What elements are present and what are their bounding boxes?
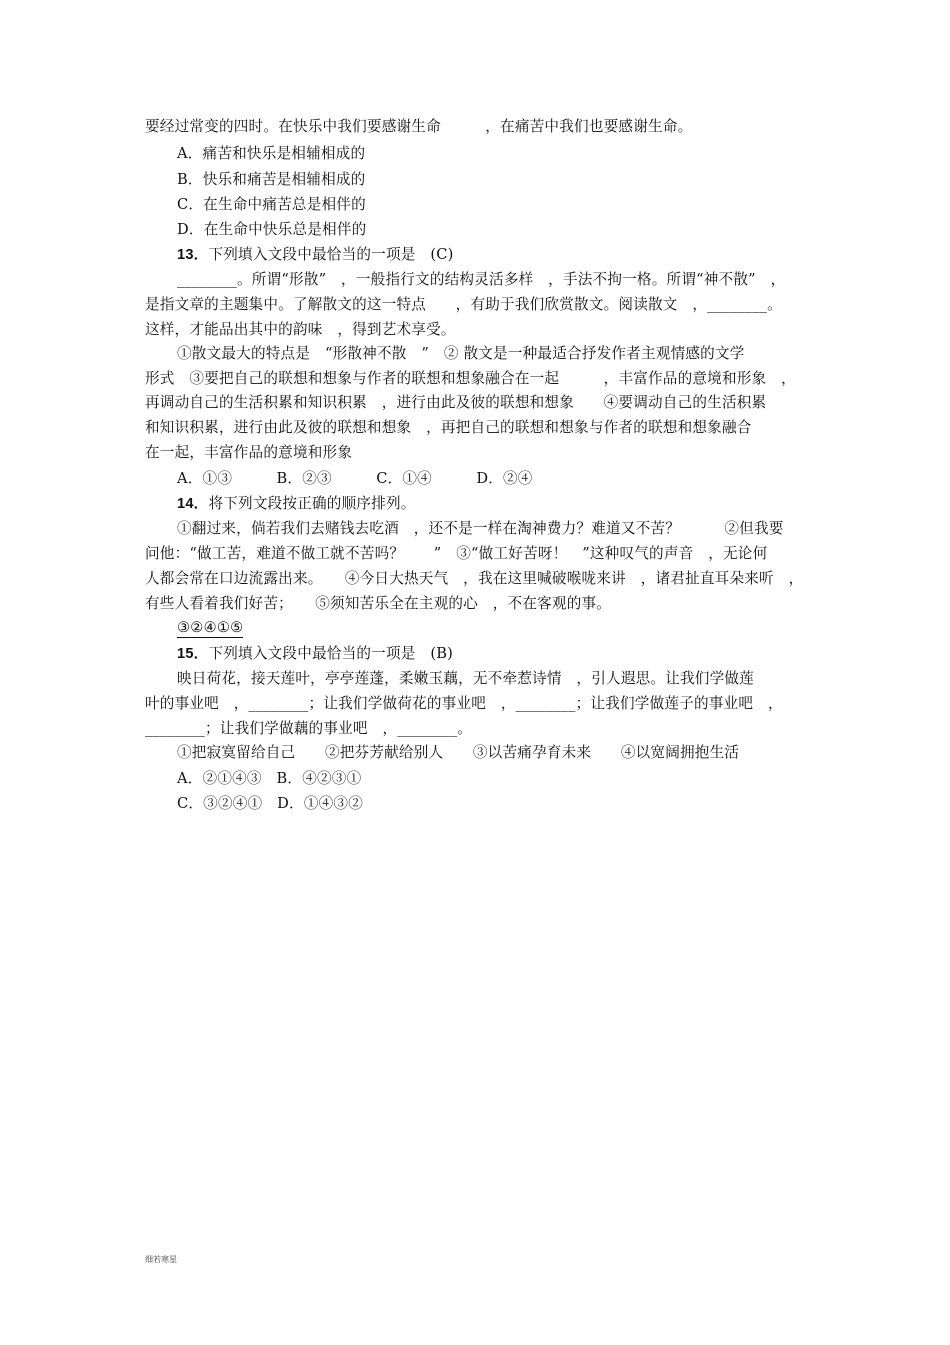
question-number: 13． [177,247,209,263]
text-line: 这样，才能品出其中的韵味 ，得到艺术享受。 [145,321,456,338]
option-a: A．痛苦和快乐是相辅相成的 [177,145,366,162]
text-line: ________。所谓“形散” ，一般指行文的结构灵活多样 ，手法不拘一格。所谓“神不散” ， [177,271,786,288]
text-line: ________；让我们学做藕的事业吧 ，________。 [145,720,473,737]
option-d: D．在生命中快乐总是相伴的 [177,221,367,238]
text-line: 映日荷花，接天莲叶，亭亭莲蓬，柔嫩玉藕，无不牵惹诗情 ，引人遐思。让我们学做莲 [177,670,754,687]
text-line: ①散文最大的特点是 “形散神不散 ” ② 散文是一种最适合抒发作者主观情感的文学 [177,345,745,362]
question-13 [177,245,454,265]
question-14 [177,494,416,514]
question-text: 将下列文段按正确的顺序排列。 [208,495,416,512]
text-line: 再调动自己的生活积累和知识积累 ，进行由此及彼的联想和想象 ④要调动自己的生活积累 [145,394,767,411]
footer-text: 细若寒星 [145,1255,177,1264]
options-line: C．③②④① D．①④③② [177,795,363,812]
text-line: ①把寂寞留给自己 ②把芬芳献给别人 ③以苦痛孕育未来 ④以宽阔拥抱生活 [177,744,740,761]
option-c: C．在生命中痛苦总是相伴的 [177,196,366,213]
question-number: 14． [177,496,209,512]
question-15 [177,644,453,664]
question-text: 下列填入文段中最恰当的一项是 (C) [208,246,454,263]
answer-underlined: ③②④①⑤ [177,619,244,636]
answer-line [177,618,243,638]
text-line: 和知识积累，进行由此及彼的联想和想象 ，再把自己的联想和想象与作者的联想和想象融合 [145,419,752,436]
text-line: 有些人看着我们好苦； ⑤须知苦乐全在主观的心 ，不在客观的事。 [145,595,612,612]
text-line: 要经过常变的四时。在快乐中我们要感谢生命 ，在痛苦中我们也要感谢生命。 [145,118,693,135]
text-line: 人都会常在口边流露出来。 ④今日大热天气 ，我在这里喊破喉咙来讲 ，诸君扯直耳朵来听 ， [145,570,804,587]
question-number: 15． [177,646,209,662]
options-line: A．①③ B．②③ C．①④ D．②④ [177,470,533,487]
text-line: ①翻过来，倘若我们去赌钱去吃酒 ，还不是一样在淘神费力？难道又不苦？ ②但我要 [177,520,784,537]
text-line: 问他：“做工苦，难道不做工就不苦吗？ ” ③“做工好苦呀！ ”这种叹气的声音 ，无论何 [145,545,768,562]
text-line: 叶的事业吧 ，________；让我们学做荷花的事业吧 ，________；让我们学做莲子的事业吧 ， [145,695,783,712]
option-b: B．快乐和痛苦是相辅相成的 [177,171,366,188]
text-line: 是指文章的主题集中。了解散文的这一特点 ，有助于我们欣赏散文。阅读散文 ，________。 [145,296,782,313]
text-line: 在一起，丰富作品的意境和形象 [145,444,353,461]
text-line: 形式 ③要把自己的联想和想象与作者的联想和想象融合在一起 ，丰富作品的意境和形象 ， [145,370,796,387]
question-text: 下列填入文段中最恰当的一项是 (B) [208,645,454,662]
options-line: A．②①④③ B．④②③① [177,770,362,787]
